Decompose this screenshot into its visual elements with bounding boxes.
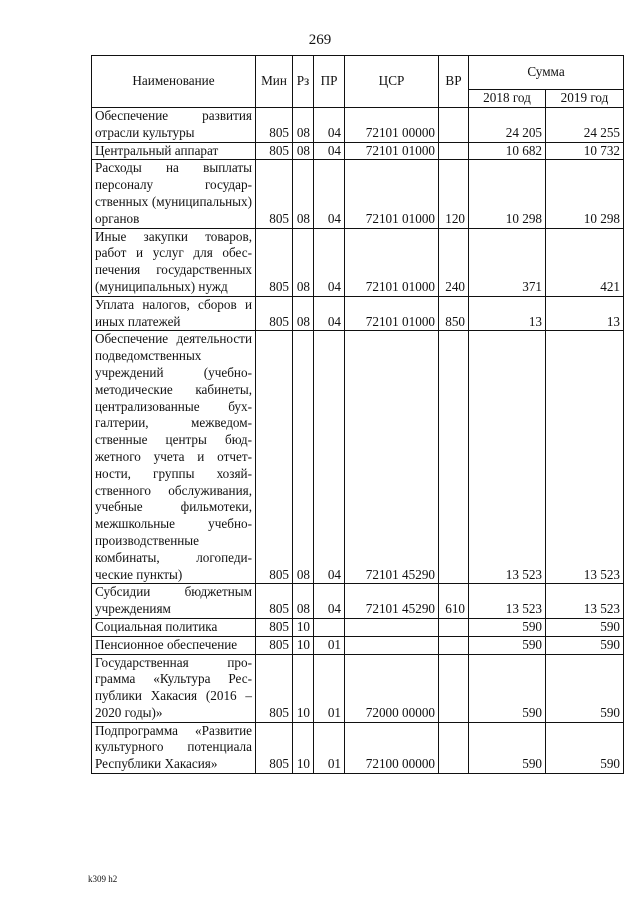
table-row — [92, 636, 624, 654]
row-pr: 04 — [314, 108, 345, 143]
row-2019: 10 298 — [546, 160, 624, 228]
table-row — [92, 228, 624, 296]
row-min: 805 — [256, 296, 293, 331]
row-csr: 72101 45290 — [345, 331, 439, 584]
table-row — [92, 584, 624, 619]
header-2019: 2019 год — [546, 90, 624, 108]
row-2018: 10 682 — [469, 142, 546, 160]
row-vr: 610 — [439, 584, 469, 619]
row-csr: 72101 01000 — [345, 296, 439, 331]
header-2018: 2018 год — [469, 90, 546, 108]
row-csr: 72101 01000 — [345, 228, 439, 296]
row-rz: 10 — [293, 636, 314, 654]
row-2018: 24 205 — [469, 108, 546, 143]
row-2018: 590 — [469, 618, 546, 636]
row-rz: 08 — [293, 584, 314, 619]
row-2018: 13 — [469, 296, 546, 331]
row-rz: 08 — [293, 142, 314, 160]
row-pr: 01 — [314, 722, 345, 773]
row-csr: 72000 00000 — [345, 654, 439, 722]
row-vr — [439, 108, 469, 143]
row-name: Подпрограмма «Развитие культурного потенциала Республики Хакасия» — [92, 722, 256, 773]
row-csr: 72100 00000 — [345, 722, 439, 773]
budget-table — [91, 55, 624, 774]
table-row — [92, 618, 624, 636]
row-vr — [439, 142, 469, 160]
row-2019: 590 — [546, 618, 624, 636]
footer-code: k309 h2 — [88, 874, 118, 884]
table-row — [92, 160, 624, 228]
row-vr — [439, 636, 469, 654]
row-min: 805 — [256, 108, 293, 143]
row-csr — [345, 618, 439, 636]
row-2019: 13 523 — [546, 584, 624, 619]
row-2018: 10 298 — [469, 160, 546, 228]
row-rz: 08 — [293, 108, 314, 143]
row-name: Субсидии бюджетным учреждениям — [92, 584, 256, 619]
row-rz: 10 — [293, 722, 314, 773]
row-pr: 01 — [314, 654, 345, 722]
row-vr — [439, 331, 469, 584]
page-number: 269 — [308, 32, 332, 48]
row-min: 805 — [256, 654, 293, 722]
row-2019: 590 — [546, 722, 624, 773]
row-2018: 590 — [469, 654, 546, 722]
row-2018: 13 523 — [469, 584, 546, 619]
header-min: Мин — [256, 56, 293, 108]
row-rz: 08 — [293, 296, 314, 331]
row-pr: 04 — [314, 331, 345, 584]
row-2019: 590 — [546, 636, 624, 654]
row-min: 805 — [256, 142, 293, 160]
header-rz: Рз — [293, 56, 314, 108]
row-2019: 421 — [546, 228, 624, 296]
row-min: 805 — [256, 160, 293, 228]
row-pr: 04 — [314, 296, 345, 331]
row-pr: 01 — [314, 636, 345, 654]
row-rz: 10 — [293, 618, 314, 636]
row-rz: 08 — [293, 160, 314, 228]
row-csr: 72101 01000 — [345, 142, 439, 160]
row-min: 805 — [256, 722, 293, 773]
table-row — [92, 654, 624, 722]
row-2019: 13 523 — [546, 331, 624, 584]
row-2019: 10 732 — [546, 142, 624, 160]
header-csr: ЦСР — [345, 56, 439, 108]
row-pr — [314, 618, 345, 636]
table-row — [92, 722, 624, 773]
header-sum: Сумма — [469, 56, 624, 90]
row-name: Расходы на выплаты персоналу государственных (муниципальных) органов — [92, 160, 256, 228]
row-vr: 120 — [439, 160, 469, 228]
row-name: Обеспечение деятельности подведомственных учреждений (учебнометодические кабинеты, централизованные бухгалтерии, межведомственные центры бюджетного учета и отчетности, группы хозяйственного обслуживания, учебные фильмотеки, межшкольные учебно-производственные комбинаты, логопедические пункты) — [92, 331, 256, 584]
row-name: Иные закупки товаров, работ и услуг для обеспечения государственных (муниципальных) нужд — [92, 228, 256, 296]
row-min: 805 — [256, 331, 293, 584]
row-min: 805 — [256, 228, 293, 296]
header-pr: ПР — [314, 56, 345, 108]
row-pr: 04 — [314, 142, 345, 160]
row-name: Пенсионное обеспечение — [92, 636, 256, 654]
table-row — [92, 331, 624, 584]
row-2018: 590 — [469, 722, 546, 773]
row-csr: 72101 00000 — [345, 108, 439, 143]
row-csr: 72101 45290 — [345, 584, 439, 619]
header-vr: ВР — [439, 56, 469, 108]
row-min: 805 — [256, 618, 293, 636]
row-csr — [345, 636, 439, 654]
row-2019: 590 — [546, 654, 624, 722]
row-vr: 850 — [439, 296, 469, 331]
row-vr: 240 — [439, 228, 469, 296]
row-name: Социальная политика — [92, 618, 256, 636]
table-row — [92, 142, 624, 160]
row-pr: 04 — [314, 160, 345, 228]
table-row — [92, 108, 624, 143]
row-name: Уплата налогов, сборов и иных платежей — [92, 296, 256, 331]
row-pr: 04 — [314, 228, 345, 296]
row-min: 805 — [256, 636, 293, 654]
table-row — [92, 296, 624, 331]
row-rz: 08 — [293, 331, 314, 584]
row-2019: 13 — [546, 296, 624, 331]
row-2018: 590 — [469, 636, 546, 654]
row-pr: 04 — [314, 584, 345, 619]
row-rz: 08 — [293, 228, 314, 296]
row-min: 805 — [256, 584, 293, 619]
row-name: Центральный аппарат — [92, 142, 256, 160]
row-2019: 24 255 — [546, 108, 624, 143]
row-name: Государственная программа «Культура Республики Хакасия (2016 – 2020 годы)» — [92, 654, 256, 722]
row-vr — [439, 654, 469, 722]
row-name: Обеспечение развития отрасли культуры — [92, 108, 256, 143]
row-vr — [439, 722, 469, 773]
row-vr — [439, 618, 469, 636]
row-csr: 72101 01000 — [345, 160, 439, 228]
row-2018: 13 523 — [469, 331, 546, 584]
row-2018: 371 — [469, 228, 546, 296]
header-name: Наименование — [92, 56, 256, 108]
row-rz: 10 — [293, 654, 314, 722]
